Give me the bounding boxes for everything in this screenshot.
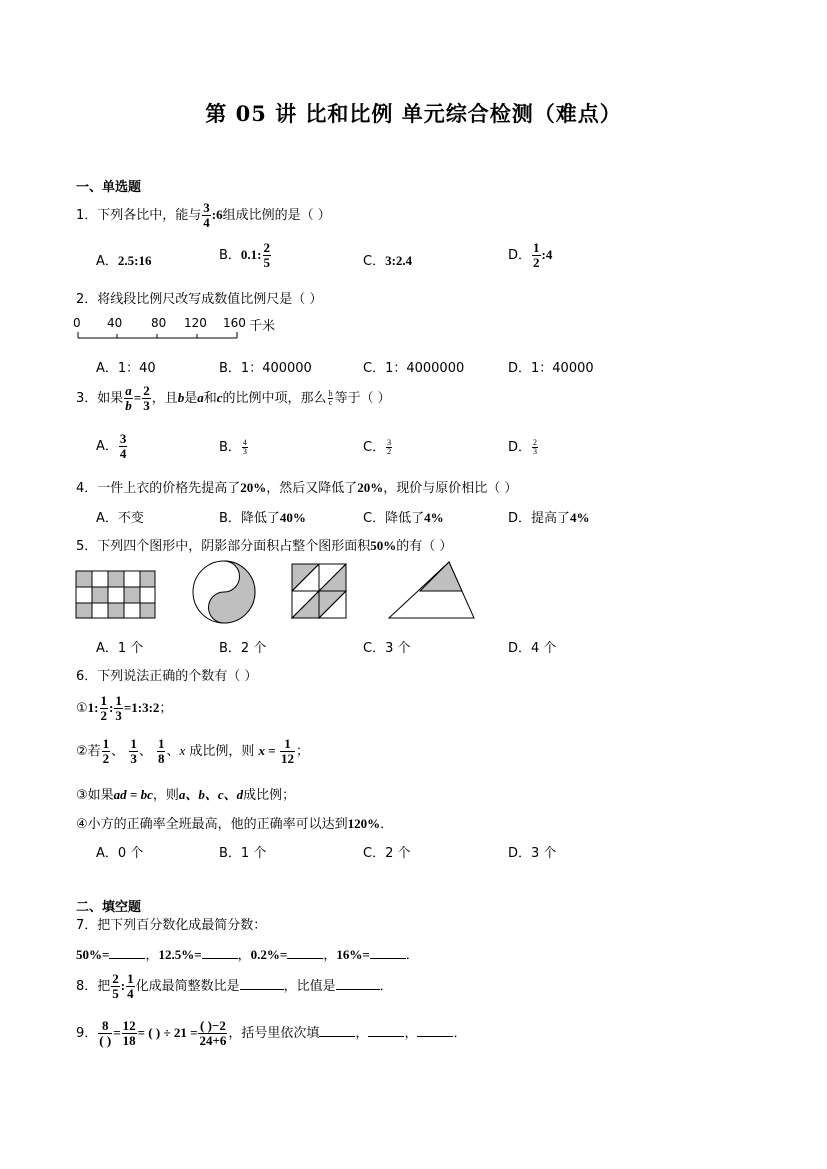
question-8: 8．把 $\frac{2}{5}$ : $\frac{1}{4}$ 化成最简整数比是 ，比值是 ． — [76, 971, 393, 1001]
q9-blank-2[interactable] — [368, 1024, 404, 1037]
question-6: 6．下列说法正确的个数有（ ） — [76, 669, 258, 684]
q1-option-d[interactable]: D． $\frac{1}{2}$ :4 — [508, 240, 553, 270]
q1-text-end: 组成比例的是（ ） — [222, 208, 331, 223]
q6-option-d[interactable]: D．3 个 — [508, 846, 557, 861]
question-4: 4．一件上衣的价格先提高了20%，然后又降低了20%，现价与原价相比（ ） — [76, 480, 518, 496]
q3-option-d[interactable]: D． $\frac{2}{3}$ — [508, 438, 538, 456]
question-5: 5．下列四个图形中，阴影部分面积占整个图形面积50%的有（ ） — [76, 538, 453, 554]
q2-option-a[interactable]: A．1：40 — [96, 361, 156, 376]
q4-option-b[interactable]: B．降低了40% — [219, 510, 306, 526]
scale-label-120: 120 — [184, 316, 207, 330]
q4-option-a[interactable]: A．不变 — [96, 511, 144, 526]
q5-option-a[interactable]: A．1 个 — [96, 641, 144, 656]
q7-blank-3[interactable] — [287, 946, 323, 959]
q8-blank-1[interactable] — [240, 977, 284, 990]
q6-statement-1: ①1: $\frac{1}{2}$ : $\frac{1}{3}$ =1:3:2； — [76, 693, 173, 723]
section-heading-single-choice: 一、单选题 — [76, 180, 142, 195]
q6-statement-2: ②若 $\frac{1}{2}$ 、 $\frac{1}{3}$ 、 $\frac{1}{8}$ 、x 成比例，则 x = $\frac{1}{12}$ ； — [76, 736, 309, 766]
q4-option-d[interactable]: D．提高了4% — [508, 510, 590, 526]
scale-label-0: 0 — [73, 316, 81, 330]
question-2: 2．将线段比例尺改写成数值比例尺是（ ） — [76, 292, 323, 307]
q4-option-c[interactable]: C．降低了4% — [363, 510, 444, 526]
q5-option-c[interactable]: C．3 个 — [363, 641, 411, 656]
scale-label-160: 160 — [223, 316, 246, 330]
q9-blank-1[interactable] — [319, 1024, 355, 1037]
question-7: 7．把下列百分数化成最简分数： — [76, 918, 267, 933]
q6-option-a[interactable]: A．0 个 — [96, 846, 144, 861]
q1-ratio: :6 — [211, 207, 223, 222]
q1-fraction: $\frac{3}{4}$ — [203, 200, 210, 230]
scale-label-80: 80 — [151, 316, 167, 330]
q5-option-d[interactable]: D．4 个 — [508, 641, 557, 656]
q3-option-b[interactable]: B． $\frac{4}{3}$ — [219, 438, 247, 456]
q1-text: 1．下列各比中，能与 — [76, 208, 202, 223]
scale-label-40: 40 — [107, 316, 123, 330]
q7-blank-2[interactable] — [202, 946, 238, 959]
q3-option-a[interactable]: A． $\frac{3}{4}$ — [96, 431, 127, 461]
q5-option-b[interactable]: B．2 个 — [219, 641, 267, 656]
scale-unit: 千米 — [249, 319, 276, 334]
q6-option-b[interactable]: B．1 个 — [219, 846, 267, 861]
q1-option-b[interactable]: B．0.1: $\frac{2}{5}$ — [219, 240, 271, 270]
q7-answers: 50%= ，12.5%= ，0.2%= ，16%= ． — [76, 947, 419, 963]
question-3: 3．如果 $\frac{a}{b}$ = $\frac{2}{3}$ ，且b是a和c的比例中项，那么 $\frac{b}{c}$ 等于（ ） — [76, 383, 391, 413]
q6-option-c[interactable]: C．2 个 — [363, 846, 411, 861]
q3-option-c[interactable]: C． $\frac{3}{2}$ — [363, 438, 392, 456]
section-heading-fill-in: 二、填空题 — [76, 900, 142, 915]
q7-blank-1[interactable] — [109, 946, 145, 959]
q6-statement-3: ③如果ad = bc，则a、b、c、d成比例； — [76, 787, 296, 803]
q6-statement-4: ④小方的正确率全班最高，他的正确率可以达到120%． — [76, 816, 394, 832]
q1-option-a[interactable]: A．2.5:16 — [96, 253, 152, 269]
q8-blank-2[interactable] — [336, 977, 380, 990]
q2-option-c[interactable]: C．1：4000000 — [363, 361, 465, 376]
question-9: 9． $\frac{8}{( )}$ = $\frac{12}{18}$ = ( ) ÷ 21 = $\frac{( )-2}{24+6}$ ，括号里依次填 ， ， ． — [76, 1018, 467, 1048]
q9-blank-3[interactable] — [417, 1024, 453, 1037]
page-title: 第 05 讲 比和比例 单元综合检测（难点） — [205, 101, 622, 126]
q2-option-d[interactable]: D．1：40000 — [508, 361, 594, 376]
q2-option-b[interactable]: B．1：400000 — [219, 361, 312, 376]
q1-option-c[interactable]: C．3:2.4 — [363, 253, 413, 269]
q7-blank-4[interactable] — [370, 946, 406, 959]
